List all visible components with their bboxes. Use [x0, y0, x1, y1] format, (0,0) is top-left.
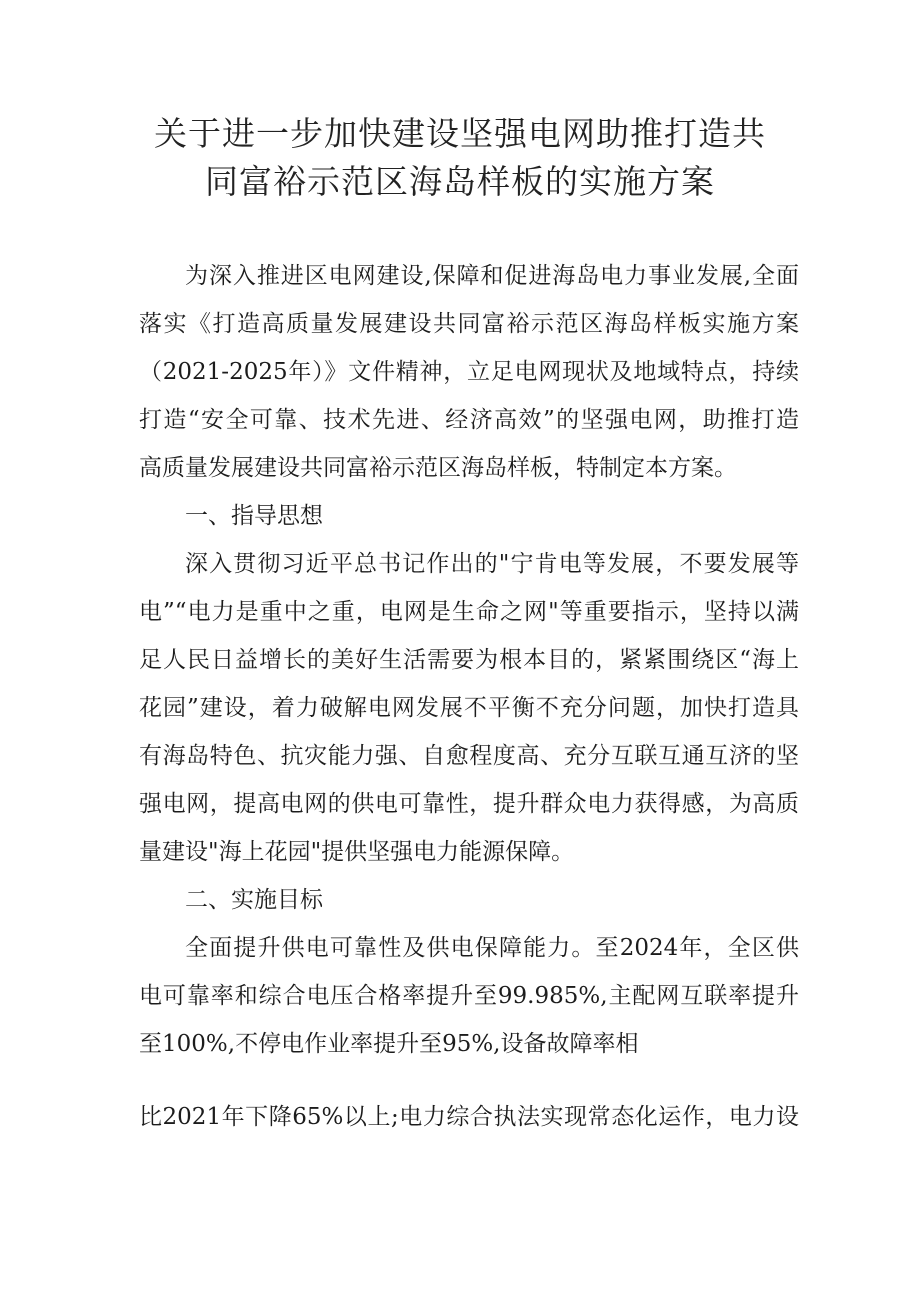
section1-line: 电”“电力是重中之重，电网是生命之网"等重要指示，坚持以满 [139, 599, 799, 625]
intro-line: 打造“安全可靠、技术先进、经济高效”的坚强电网，助推打造 [139, 407, 799, 433]
section2-line: 电可靠率和综合电压合格率提升至99.985%,主配网互联率提升 [139, 983, 799, 1009]
section-heading-implementation-goals: 二、实施目标 [185, 887, 323, 913]
document-title-line-2: 同富裕示范区海岛样板的实施方案 [205, 162, 715, 201]
section1-line: 有海岛特色、抗灾能力强、自愈程度高、充分互联互通互济的坚 [139, 743, 799, 769]
section1-line: 强电网，提高电网的供电可靠性，提升群众电力获得感，为高质 [139, 791, 799, 817]
section2-line: 比2021年下降65%以上;电力综合执法实现常态化运作，电力设 [139, 1104, 799, 1130]
section2-line: 至100%,不停电作业率提升至95%,设备故障率相 [139, 1031, 639, 1057]
section1-line: 足人民日益增长的美好生活需要为根本目的，紧紧围绕区“海上 [139, 647, 799, 673]
intro-line: 为深入推进区电网建设,保障和促进海岛电力事业发展,全面 [185, 263, 799, 289]
section-heading-guiding-ideology: 一、指导思想 [185, 503, 323, 529]
section1-line: 量建设"海上花园"提供坚强电力能源保障。 [139, 839, 575, 865]
intro-line: （2021-2025年）》文件精神，立足电网现状及地域特点，持续 [139, 359, 799, 385]
document-title-line-1: 关于进一步加快建设坚强电网助推打造共 [154, 114, 766, 153]
intro-line: 高质量发展建设共同富裕示范区海岛样板，特制定本方案。 [139, 455, 737, 481]
section1-line: 深入贯彻习近平总书记作出的"宁肯电等发展，不要发展等 [185, 551, 799, 577]
intro-line: 落实《打造高质量发展建设共同富裕示范区海岛样板实施方案 [139, 311, 799, 337]
section2-line: 全面提升供电可靠性及供电保障能力。至2024年，全区供 [185, 935, 799, 961]
section1-line: 花园”建设，着力破解电网发展不平衡不充分问题，加快打造具 [139, 695, 799, 721]
